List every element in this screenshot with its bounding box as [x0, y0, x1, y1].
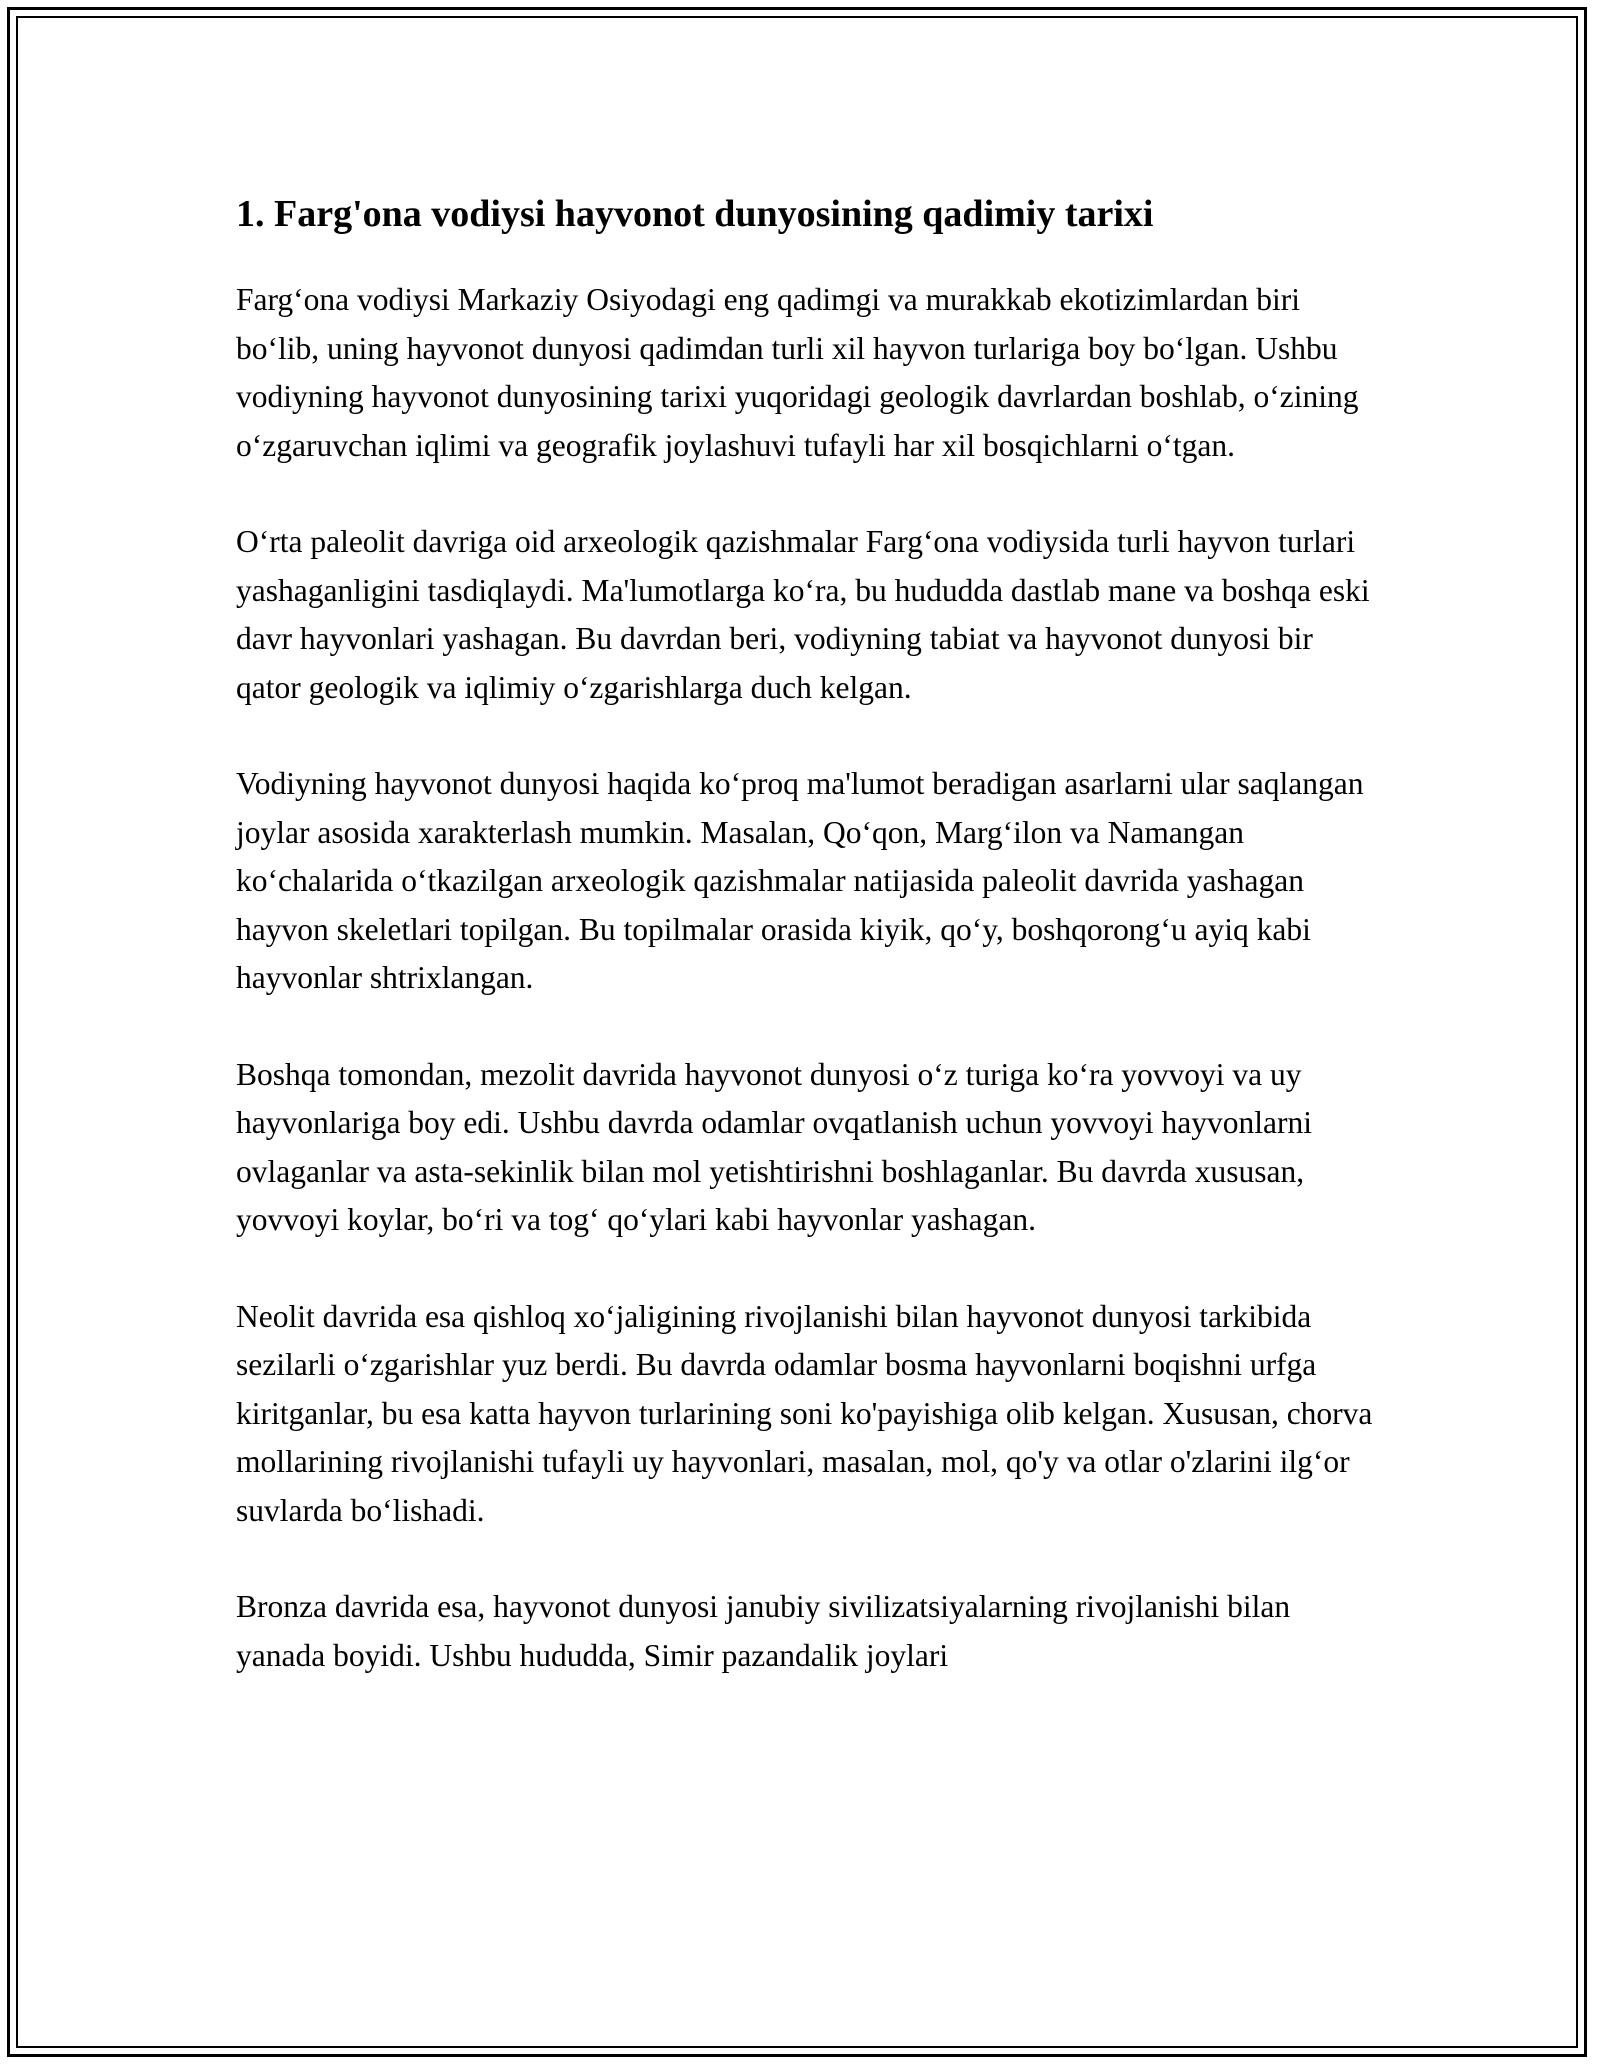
paragraph: Farg‘ona vodiysi Markaziy Osiyodagi eng qadimgi va murakkab ekotizimlardan biri bo‘lib, uning hayvonot dunyosi qadimdan turli xil hayvon turlariga boy bo‘lgan. Ushbu vodiyning hayvonot dunyosining tarixi yuqoridagi geologik davrlardan boshlab, o‘zining o‘zgaruvchan iqlimi va geografik joylashuvi tufayli har xil bosqichlarni o‘tgan.: [236, 282, 1359, 463]
paragraph: Vodiyning hayvonot dunyosi haqida ko‘proq ma'lumot beradigan asarlarni ular saqlangan joylar asosida xarakterlash mumkin. Masalan, Qo‘qon, Marg‘ilon va Namangan ko‘chalarida o‘tkazilgan arxeologik qazishmalar natijasida paleolit davrida yashagan hayvon skeletlari topilgan. Bu topilmalar orasida kiyik, qo‘y, boshqorong‘u ayiq kabi hayvonlar shtrixlangan.: [236, 766, 1364, 995]
document-body: [236, 186, 1376, 1728]
paragraph: Boshqa tomondan, mezolit davrida hayvonot dunyosi o‘z turiga ko‘ra yovvoyi va uy hayvonlariga boy edi. Ushbu davrda odamlar ovqatlanish uchun yovvoyi hayvonlarni ovlaganlar va asta-sekinlik bilan mol yetishtirishni boshlaganlar. Bu davrda xususan, yovvoyi koylar, bo‘ri va tog‘ qo‘ylari kabi hayvonlar yashagan.: [236, 1056, 1312, 1237]
paragraph: Bronza davrida esa, hayvonot dunyosi janubiy sivilizatsiyalarning rivojlanishi bilan yanada boyidi. Ushbu hududda, Simir pazandalik joylari: [236, 1589, 1291, 1673]
paragraph: O‘rta paleolit davriga oid arxeologik qazishmalar Farg‘ona vodiysida turli hayvon turlari yashaganligini tasdiqlaydi. Ma'lumotlarga ko‘ra, bu hududda dastlab mane va boshqa eski davr hayvonlari yashagan. Bu davrdan beri, vodiyning tabiat va hayvonot dunyosi bir qator geologik va iqlimiy o‘zgarishlarga duch kelgan.: [236, 524, 1370, 705]
paragraph: Neolit davrida esa qishloq xo‘jaligining rivojlanishi bilan hayvonot dunyosi tarkibida sezilarli o‘zgarishlar yuz berdi. Bu davrda odamlar bosma hayvonlarni boqishni urfga kiritganlar, bu esa katta hayvon turlarining soni ko'payishiga olib kelgan. Xususan, chorva mollarining rivojlanishi tufayli uy hayvonlari, masalan, mol, qo'y va otlar o'zlarini ilg‘or suvlarda bo‘lishadi.: [236, 1298, 1373, 1528]
section-heading: 1. Farg'ona vodiysi hayvonot dunyosining qadimiy tarixi: [236, 193, 1154, 235]
